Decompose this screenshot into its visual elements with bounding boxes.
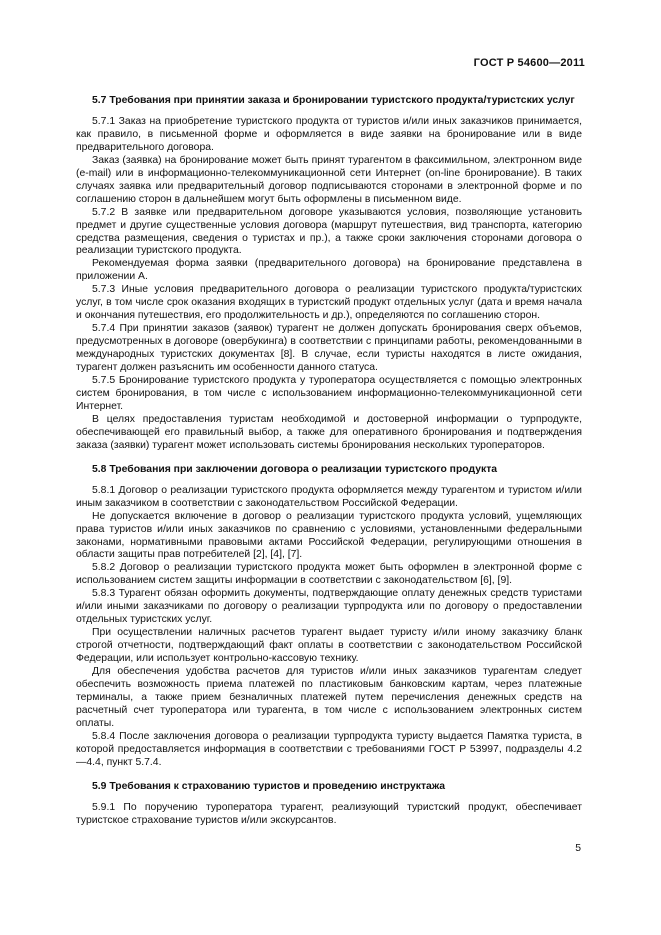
paragraph: 5.7.2 В заявке или предварительном договоре указываются условия, позволяющие установить предмет и другие существенные условия договора (маршрут путешествия, вид транспорта, категорию средства размещения, сведения о туристах и пр.), а также сроки заключения сторонами договора о реализации туристского продукта. bbox=[76, 206, 582, 257]
page-number: 5 bbox=[575, 843, 581, 854]
paragraph: Рекомендуемая форма заявки (предварительного договора) на бронирование представлена в приложении А. bbox=[76, 258, 582, 283]
paragraph: 5.9.1 По поручению туроператора турагент, реализующий туристский продукт, обеспечивает туристское страхование туристов и/или экскурсантов. bbox=[76, 801, 582, 826]
document-standard-id: ГОСТ Р 54600—2011 bbox=[473, 57, 585, 69]
section-heading-5-8: 5.8 Требования при заключении договора о реализации туристского продукта bbox=[92, 463, 498, 475]
paragraph: При осуществлении наличных расчетов турагент выдает туристу и/или иному заказчику бланк строгой отчетности, подтверждающий факт оплаты в соответствии с законодательством Российской Федерации, или использует контрольно-кассовую технику. bbox=[76, 627, 582, 665]
paragraph: В целях предоставления туристам необходимой и достоверной информации о турпродукте, обеспечивающей его правильный выбор, а также для оперативного бронирования и подтверждения заказа (заявки) турагент может использовать системы бронирования нескольких туроператоров. bbox=[76, 413, 582, 451]
paragraph: 5.8.3 Турагент обязан оформить документы, подтверждающие оплату денежных средств туристами и/или иными заказчиками по договору о реализации турпродукта или по договору о предоставлении отдельных туристских услуг. bbox=[76, 588, 582, 626]
paragraph: 5.7.3 Иные условия предварительного договора о реализации туристского продукта/туристских услуг, в том числе срок оказания входящих в туристский продукт отдельных услуг (дата и время начала и окончания путешествия, его продолжительность и др.), определяются по соглашению сторон. bbox=[76, 284, 582, 322]
section-heading-5-9: 5.9 Требования к страхованию туристов и проведению инструктажа bbox=[92, 780, 446, 792]
paragraph: 5.7.4 При принятии заказов (заявок) турагент не должен допускать бронирования сверх объемов, предусмотренных в договоре (овербукинга) в соответствии с принципами работы, рекомендованными в международных туристских документах [8]. В случае, если туристы находятся в листе ожидания, турагент должен разъяснить им особенности данного статуса. bbox=[76, 323, 582, 374]
paragraph: Для обеспечения удобства расчетов для туристов и/или иных заказчиков турагентам следует обеспечить возможность приема платежей по пластиковым банковским картам, через платежные терминалы, а также прием безналичных платежей путем перечисления денежных средств на расчетный счет туроператора или турагента, в том числе с использованием электронных систем оплаты. bbox=[76, 666, 582, 729]
section-heading-5-7: 5.7 Требования при принятии заказа и бронировании туристского продукта/туристских услуг bbox=[92, 95, 575, 106]
paragraph: 5.8.4 После заключения договора о реализации турпродукта туристу выдается Памятка туриста, в которой предоставляется информация в соответствии с требованиями ГОСТ Р 53997, подразделы 4.2—4.4, пункт 5.7.4. bbox=[76, 730, 582, 768]
paragraph: Не допускается включение в договор о реализации туристского продукта условий, ущемляющих права туристов и/или иных заказчиков по сравнению с условиями, установленными федеральными законами, нормативными правовыми актами Российской Федерации, регулирующими отношения в области защиты прав потребителей [2], [4], [7]. bbox=[76, 510, 582, 561]
paragraph: 5.8.2 Договор о реализации туристского продукта может быть оформлен в электронной форме с использованием систем защиты информации в соответствии с законодательством [6], [9]. bbox=[76, 562, 582, 587]
paragraph: 5.7.1 Заказ на приобретение туристского продукта от туристов и/или иных заказчиков принимается, как правило, в письменной форме и оформляется в виде заявки на бронирование или в виде предварительного договора. bbox=[76, 115, 582, 153]
paragraph: Заказ (заявка) на бронирование может быть принят турагентом в факсимильном, электронном виде (e-mail) или в информационно-телекоммуникационной сети Интернет (on-line бронирование). В таких случаях заявка или предварительный договор подписываются сторонами в электронной форме и по соглашению сторон в дальнейшем могут быть оформлены в письменном виде. bbox=[76, 154, 582, 205]
document-body bbox=[76, 95, 582, 828]
paragraph: 5.8.1 Договор о реализации туристского продукта оформляется между турагентом и туристом и/или иным заказчиком в соответствии с законодательством Российской Федерации. bbox=[76, 484, 582, 509]
paragraph: 5.7.5 Бронирование туристского продукта у туроператора осуществляется с помощью электронных систем бронирования, в том числе с использованием информационно-телекоммуникационной сети Интернет. bbox=[76, 375, 582, 412]
